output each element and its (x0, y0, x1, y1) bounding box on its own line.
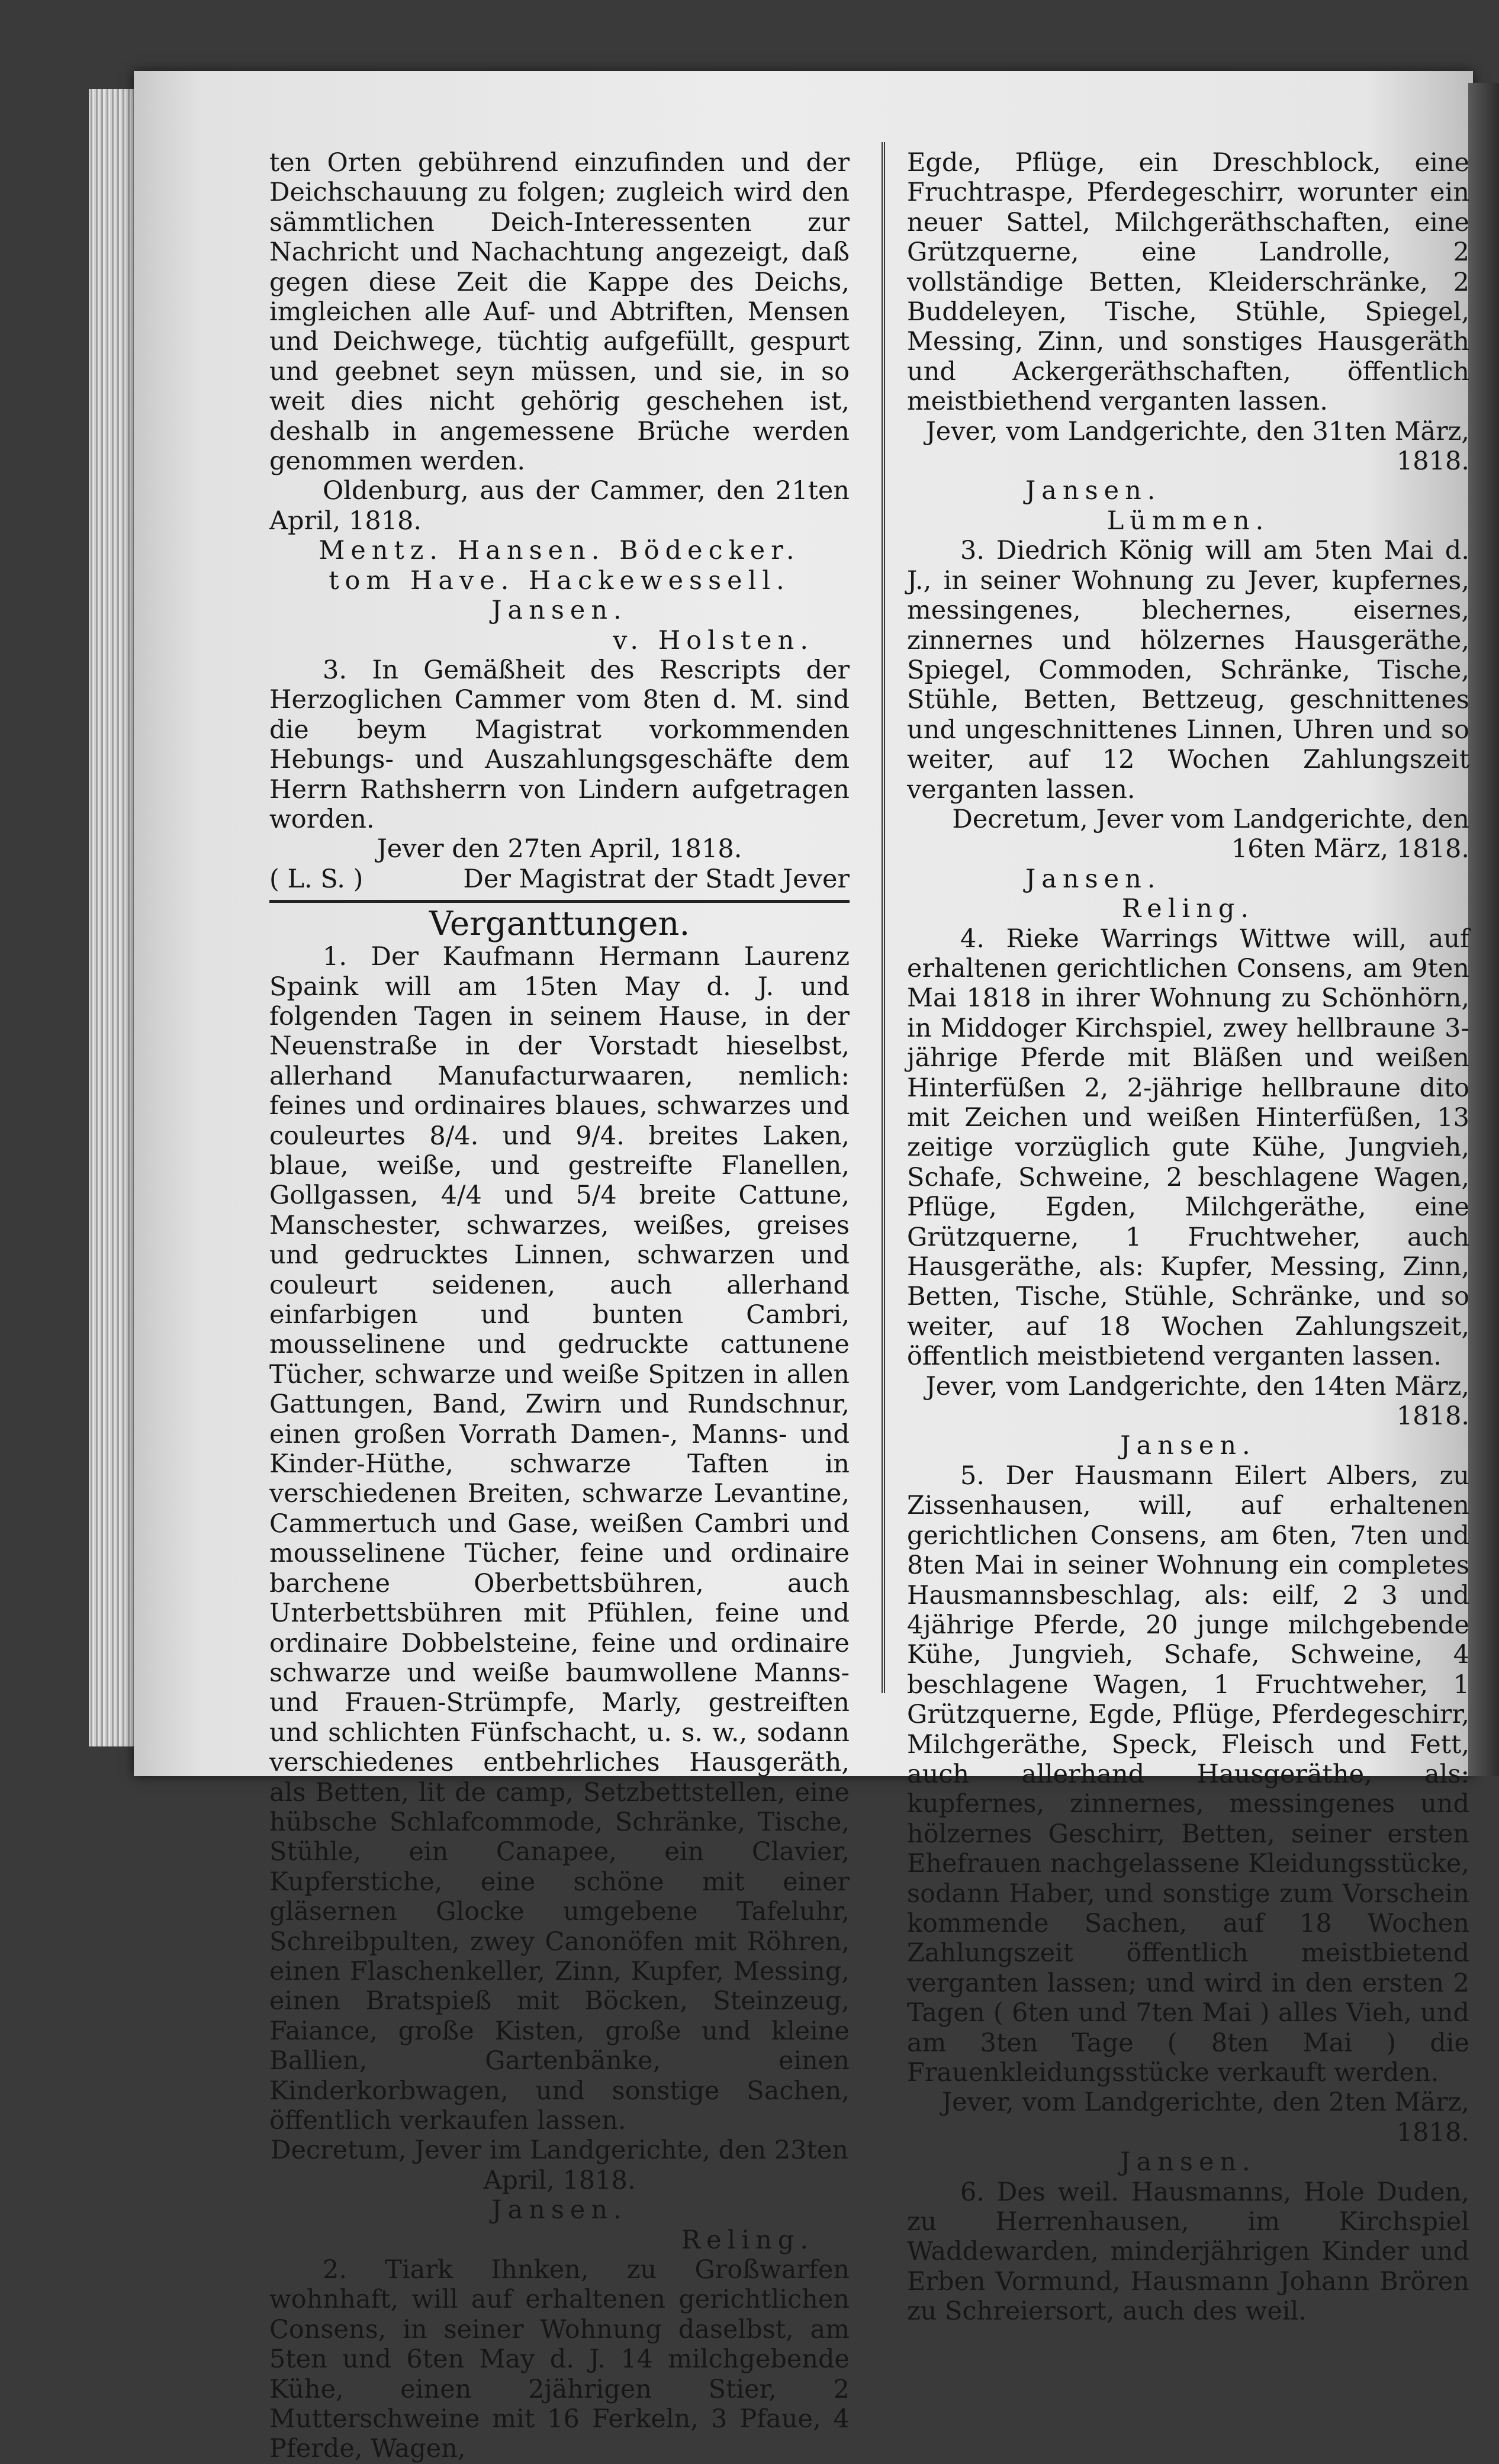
item-6-start: 6. Des weil. Hausmanns, Hole Duden, zu Herrenhausen, im Kirchspiel Waddewarden, minderjährigen Kinder und Erben Vormund, Hausmann Johann Brören zu Schreiersort, auch des weil. (907, 2177, 1469, 2327)
section-rule (269, 900, 850, 903)
signatories-line-3: v. Holsten. (613, 625, 814, 655)
right-column (907, 148, 1469, 2327)
notice-3-body: 3. In Gemäßheit des Rescripts der Herzoglichen Cammer vom 8ten d. M. sind die beym Magistrat vorkommenden Hebungs- und Auszahlungsgeschäfte dem Herrn Rathsherrn von Lindern aufgetragen worden. (269, 655, 850, 834)
signatories-line-2: tom Have. Hackewessell. Jansen. (329, 565, 790, 626)
item-2-start: 2. Tiark Ihnken, zu Großwarfen wohnhaft, will auf erhaltenen gerichtlichen Consens, in seiner Wohnung daselbst, am 5ten und 6ten May d. J. 14 milchgebende Kühe, einen 2jährigen Stier, 2 Mutterschweine mit 16 Ferkeln, 3 Pfaue, 4 Pferde, Wagen, (269, 2255, 850, 2464)
item-1-name-1: Jansen. (491, 2195, 628, 2225)
seal-mark: ( L. S. ) (269, 864, 364, 894)
scan-background-strip (1468, 83, 1499, 1776)
item-4-decree: Jever, vom Landgerichte, den 14ten März, 1818. (925, 1371, 1469, 1432)
item-5-name: Jansen. (1120, 2147, 1256, 2177)
item-2-name-1: Jansen. (1025, 476, 1162, 506)
item-1-decree: Decretum, Jever im Landgerichte, den 23ten April, 1818. (271, 2135, 848, 2195)
item-5-body: 5. Der Hausmann Eilert Albers, zu Zissenhausen, will, auf erhaltenen gerichtlichen Consens, am 6ten, 7ten und 8ten Mai in seiner Wohnung ein completes Hausmannsbeschlag, als: eilf, 2 3 und 4jährige Pferde, 20 junge milchgebende Kühe, Jungvieh, Schafe, Schweine, 4 beschlagene Wagen, 1 Fruchtweher, 1 Grützquerne, Egde, Pflüge, Pferdegeschirr, Milchgeräthe, Speck, Fleisch und Fett, auch allerhand Hausgeräthe, als: kupfernes, zinnernes, messingenes und hölzernes Geschirr, Betten, seiner ersten Ehefrauen nachgelassene Kleidungsstücke, sodann Haber, und sonstige zum Vorschein kommende Sachen, auf 18 Wochen Zahlungszeit öffentlich meistbietend verganten lassen; und wird in den ersten 2 Tagen ( 6ten und 7ten Mai ) alles Vieh, und am 3ten Tage ( 8ten Mai ) die Frauenkleidungsstücke verkauft werden. (907, 1461, 1469, 2087)
item-1-body: 1. Der Kaufmann Hermann Laurenz Spaink will am 15ten May d. J. und folgenden Tagen in seinem Hause, in der Neuenstraße in der Vorstadt hieselbst, allerhand Manufacturwaaren, nemlich: feines und ordinaires blaues, schwarzes und couleurtes 8/4. und 9/4. breites Laken, blaue, weiße, und gestreifte Flanellen, Gollgassen, 4/4 und 5/4 breite Cattune, Manschester, schwarzes, weißes, greises und gedrucktes Linnen, schwarzen und couleurt seidenen, auch allerhand einfarbigen und bunten Cambri, mousselinene und gedruckte cattunene Tücher, schwarze und weiße Spitzen in allen Gattungen, Band, Zwirn und Rundschnur, einen großen Vorrath Damen-, Manns- und Kinder-Hüthe, schwarze Taften in verschiedenen Breiten, schwarze Levantine, Cammertuch und Gase, weißen Cambri und mousselinene Tücher, feine und ordinaire barchene Oberbettsbühren, auch Unterbettsbühren mit Pfühlen, feine und ordinaire Dobbelsteine, feine und ordinaire schwarze und weiße baumwollene Manns- und Frauen-Strümpfe, Marly, gestreiften und schlichten Fünfschacht, u. s. w., sodann verschiedenes entbehrliches Hausgeräth, als Betten, lit de camp, Setzbettstellen, eine hübsche Schlafcommode, Schränke, Tische, Stühle, ein Canapee, ein Clavier, Kupferstiche, eine schöne mit einer gläsernen Glocke umgebene Tafeluhr, Schreibpulten, zwey Canonöfen mit Röhren, einen Flaschenkeller, Zinn, Kupfer, Messing, einen Bratspieß mit Böcken, Steinzeug, Faiance, große Kisten, große und kleine Ballien, Gartenbänke, einen Kinderkorbwagen, und sonstige Sachen, öffentlich verkaufen lassen. (269, 942, 850, 2135)
item-3-body: 3. Diedrich König will am 5ten Mai d. J., in seiner Wohnung zu Jever, kupfernes, messingenes, blechernes, eisernes, zinnernes und hölzernes Hausgeräthe, Spiegel, Commoden, Schränke, Tische, Stühle, Betten, Bettzeug, geschnittenes und ungeschnittenes Linnen, Uhren und so weiter, auf 12 Wochen Zahlungszeit verganten lassen. (907, 536, 1469, 805)
notice-3-date: Jever den 27ten April, 1818. (377, 834, 742, 864)
item-3-name-1: Jansen. (1025, 864, 1162, 894)
left-column (269, 148, 850, 2464)
notice-3-signature (269, 864, 850, 894)
item-3-decree: Decretum, Jever vom Landgerichte, den 16ten März, 1818. (952, 804, 1469, 864)
item-4-body: 4. Rieke Warrings Wittwe will, auf erhaltenen gerichtlichen Consens, am 9ten Mai 1818 in ihrer Wohnung zu Schönhörn, in Middoger Kirchspiel, zwey hellbraune 3-jährige Pferde mit Bläßen und weißen Hinterfüßen 2, 2-jährige hellbraune dito mit Zeichen und weißen Hinterfüßen, 13 zeitige vorzüglich gute Kühe, Jungvieh, Schafe, Schweine, 2 beschlagene Wagen, Pflüge, Egden, Milchgeräthe, eine Grützquerne, 1 Fruchtweher, auch Hausgeräthe, als: Kupfer, Messing, Zinn, Betten, Tische, Stühle, Schränke, und so weiter, auf 18 Wochen Zahlungszeit, öffentlich meistbietend verganten lassen. (907, 924, 1469, 1372)
item-1-name-2: Reling. (681, 2225, 814, 2255)
item-3-name-2: Reling. (1121, 894, 1255, 924)
section-heading: Verganttungen. (429, 905, 690, 944)
item-5-decree: Jever, vom Landgerichte, den 2ten März, 1818. (941, 2087, 1469, 2147)
column-divider (882, 142, 885, 1693)
item-2-end: Egde, Pflüge, ein Dreschblock, eine Fruchtraspe, Pferdegeschirr, worunter ein neuer Sattel, Milchgeräthschaften, eine Grützquerne, eine Landrolle, 2 vollständige Betten, Kleiderschränke, 2 Buddeleyen, Tische, Stühle, Spiegel, Messing, Zinn, und sonstiges Hausgeräth und Ackergeräthschaften, öffentlich meistbiethend verganten lassen. (907, 148, 1469, 417)
notice-place-date: Oldenburg, aus der Cammer, den 21ten April, 1818. (269, 476, 850, 536)
item-2-name-2: Lümmen. (1106, 506, 1270, 536)
item-2-decree: Jever, vom Landgerichte, den 31ten März, 1818. (925, 416, 1469, 477)
item-4-name: Jansen. (1120, 1431, 1256, 1461)
authority-name: Der Magistrat der Stadt Jever (463, 864, 850, 894)
signatories-line-1: Mentz. Hansen. Bödecker. (319, 536, 800, 566)
book-page-edges (89, 89, 137, 1746)
notice-body: ten Orten gebührend einzufinden und der Deichschauung zu folgen; zugleich wird den sämmtlichen Deich-Interessenten zur Nachricht und Nachachtung angezeigt, daß gegen diese Zeit die Kappe des Deichs, imgleichen alle Auf- und Abtriften, Mensen und Deichwege, tüchtig aufgefüllt, gespurt und geebnet seyn müssen, und sie, in so weit dies nicht gehörig geschehen ist, deshalb in angemessene Brüche werden genommen werden. (269, 148, 850, 477)
